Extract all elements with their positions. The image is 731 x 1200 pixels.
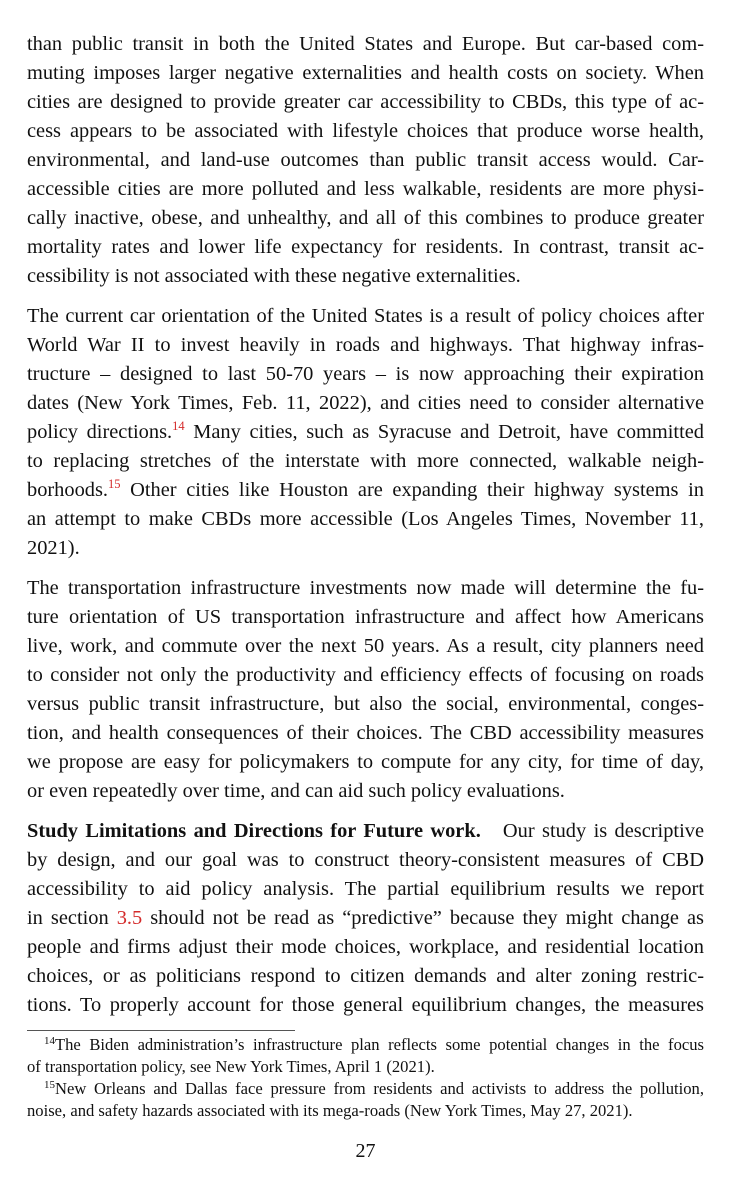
text-line: accessible cities are more polluted and less walkable, residents are more physi-: [27, 178, 704, 200]
text-line: to consider not only the productivity and efficiency effects of focusing on roads: [27, 664, 704, 686]
text-line: cessibility is not associated with these negative externalities.: [27, 265, 521, 287]
text-line: The current car orientation of the United States is a result of policy choices after: [27, 305, 704, 327]
text-line: [27, 418, 704, 447]
text-line: versus public transit infrastructure, but also the social, environmental, conges-: [27, 693, 704, 715]
footnote-text: New Orleans and Dallas face pressure from residents and activists to address the pollution,: [55, 1079, 704, 1098]
text-line: we propose are easy for policymakers to compute for any city, for time of day,: [27, 751, 704, 773]
text-line: environmental, and land-use outcomes than public transit access would. Car-: [27, 149, 704, 171]
text-line: ture orientation of US transportation infrastructure and affect how Americans: [27, 606, 704, 628]
text-span: Our study is descriptive: [502, 820, 704, 842]
text-line: dates (New York Times, Feb. 11, 2022), and cities need to consider alternative: [27, 392, 704, 414]
footnote-15-line: [27, 1078, 704, 1100]
footnote-number: 14: [44, 1035, 55, 1047]
text-line: tructure – designed to last 50-70 years – is now approaching their expiration: [27, 363, 704, 385]
text-span: in section: [27, 907, 117, 929]
text-line: World War II to invest heavily in roads and highways. That highway infras-: [27, 334, 704, 356]
footnote-divider: [27, 1030, 295, 1031]
text-line: cally inactive, obese, and unhealthy, and all of this combines to produce greater: [27, 207, 704, 229]
text-line: [27, 476, 704, 505]
text-line: tion, and health consequences of their choices. The CBD accessibility measures: [27, 722, 704, 744]
text-line: [27, 817, 704, 846]
text-line: people and firms adjust their mode choices, workplace, and residential location: [27, 936, 704, 958]
text-line: tions. To properly account for those general equilibrium changes, the measures: [27, 994, 704, 1016]
text-line: to replacing stretches of the interstate with more connected, walkable neigh-: [27, 450, 704, 472]
text-span: should not be read as “predictive” because they might change as: [142, 907, 704, 929]
section-heading: Study Limitations and Directions for Future work.: [27, 820, 481, 842]
text-line: [27, 904, 704, 933]
text-line: 2021).: [27, 537, 80, 559]
footnote-link-14[interactable]: 14: [172, 419, 185, 433]
text-line: mortality rates and lower life expectancy for residents. In contrast, transit ac-: [27, 236, 704, 258]
text-line: by design, and our goal was to construct theory-consistent measures of CBD: [27, 849, 704, 871]
text-line: an attempt to make CBDs more accessible (Los Angeles Times, November 11,: [27, 508, 704, 530]
text-span: Many cities, such as Syracuse and Detroit, have committed: [184, 421, 704, 443]
text-span: policy directions.: [27, 421, 173, 443]
footnote-14-line: [27, 1034, 704, 1056]
text-line: muting imposes larger negative externalities and health costs on society. When: [27, 62, 704, 84]
text-line: or even repeatedly over time, and can aid such policy evaluations.: [27, 780, 565, 802]
page-number: 27: [355, 1140, 376, 1162]
footnote-text: The Biden administration’s infrastructure plan reflects some potential changes in the focus: [55, 1035, 704, 1054]
text-span: Other cities like Houston are expanding their highway systems in: [120, 479, 704, 501]
text-line: accessibility to aid policy analysis. The partial equilibrium results we report: [27, 878, 704, 900]
text-span: borhoods.: [27, 479, 108, 501]
text-line: than public transit in both the United States and Europe. But car-based com-: [27, 33, 704, 55]
text-line: choices, or as politicians respond to citizen demands and alter zoning restric-: [27, 965, 704, 987]
footnote-14-line: of transportation policy, see New York Times, April 1 (2021).: [27, 1057, 435, 1076]
text-line: live, work, and commute over the next 50 years. As a result, city planners need: [27, 635, 704, 657]
section-link-3-5[interactable]: 3.5: [116, 907, 143, 929]
text-line: cities are designed to provide greater car accessibility to CBDs, this type of ac-: [27, 91, 704, 113]
footnote-number: 15: [44, 1079, 55, 1091]
footnote-15-line: noise, and safety hazards associated with its mega-roads (New York Times, May 27, 2021).: [27, 1101, 633, 1120]
text-line: cess appears to be associated with lifestyle choices that produce worse health,: [27, 120, 704, 142]
footnote-link-15[interactable]: 15: [108, 477, 121, 491]
text-line: The transportation infrastructure investments now made will determine the fu-: [27, 577, 704, 599]
